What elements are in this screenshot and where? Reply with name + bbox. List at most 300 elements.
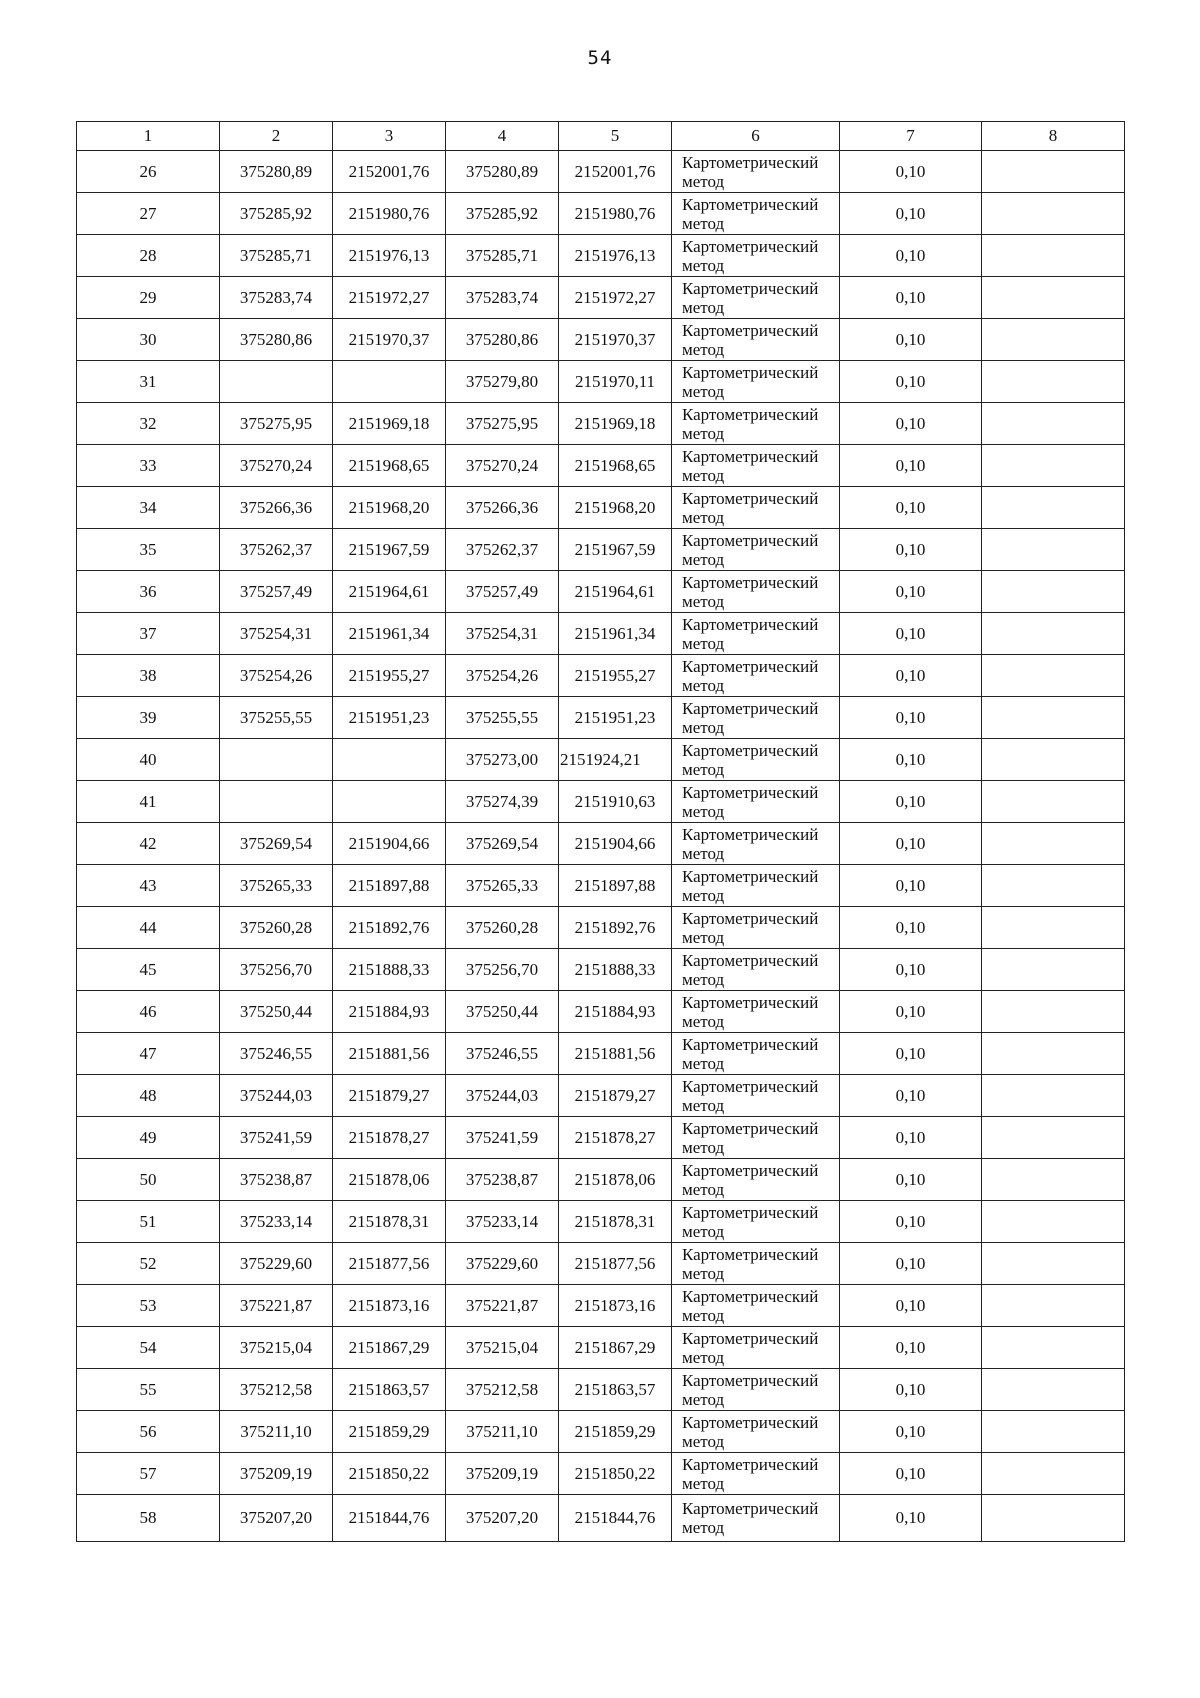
note-cell [982, 319, 1125, 361]
note-cell [982, 697, 1125, 739]
point-number-cell: 48 [77, 1075, 220, 1117]
table-row [77, 1033, 1125, 1075]
point-number-cell: 30 [77, 319, 220, 361]
x-new-cell: 375221,87 [446, 1285, 559, 1327]
x-new-cell: 375256,70 [446, 949, 559, 991]
column-header: 5 [559, 122, 672, 151]
note-cell [982, 193, 1125, 235]
y-new-cell: 2151955,27 [559, 655, 672, 697]
y-old-cell: 2151969,18 [333, 403, 446, 445]
y-new-cell: 2151980,76 [559, 193, 672, 235]
x-old-cell: 375256,70 [220, 949, 333, 991]
note-cell [982, 277, 1125, 319]
accuracy-cell: 0,10 [840, 1075, 982, 1117]
note-cell [982, 1411, 1125, 1453]
table-row [77, 1201, 1125, 1243]
x-new-cell: 375246,55 [446, 1033, 559, 1075]
accuracy-cell: 0,10 [840, 1495, 982, 1542]
note-cell [982, 1495, 1125, 1542]
y-old-cell: 2151892,76 [333, 907, 446, 949]
x-old-cell: 375233,14 [220, 1201, 333, 1243]
table-row [77, 823, 1125, 865]
method-cell: Картометрический метод [672, 277, 840, 319]
column-header: 1 [77, 122, 220, 151]
y-old-cell [333, 781, 446, 823]
point-number-cell: 57 [77, 1453, 220, 1495]
method-cell: Картометрический метод [672, 865, 840, 907]
method-cell: Картометрический метод [672, 1411, 840, 1453]
x-old-cell: 375269,54 [220, 823, 333, 865]
point-number-cell: 55 [77, 1369, 220, 1411]
table-row [77, 1285, 1125, 1327]
column-header: 4 [446, 122, 559, 151]
y-old-cell: 2151888,33 [333, 949, 446, 991]
accuracy-cell: 0,10 [840, 571, 982, 613]
note-cell [982, 529, 1125, 571]
point-number-cell: 38 [77, 655, 220, 697]
x-new-cell: 375211,10 [446, 1411, 559, 1453]
note-cell [982, 739, 1125, 781]
x-new-cell: 375209,19 [446, 1453, 559, 1495]
point-number-cell: 51 [77, 1201, 220, 1243]
note-cell [982, 907, 1125, 949]
note-cell [982, 1453, 1125, 1495]
table-row [77, 1327, 1125, 1369]
table-row [77, 739, 1125, 781]
y-new-cell: 2151878,27 [559, 1117, 672, 1159]
accuracy-cell: 0,10 [840, 697, 982, 739]
point-number-cell: 42 [77, 823, 220, 865]
x-old-cell: 375207,20 [220, 1495, 333, 1542]
method-cell: Картометрический метод [672, 1243, 840, 1285]
y-old-cell: 2151967,59 [333, 529, 446, 571]
y-old-cell: 2151961,34 [333, 613, 446, 655]
y-new-cell: 2151850,22 [559, 1453, 672, 1495]
point-number-cell: 49 [77, 1117, 220, 1159]
accuracy-cell: 0,10 [840, 1033, 982, 1075]
accuracy-cell: 0,10 [840, 193, 982, 235]
point-number-cell: 31 [77, 361, 220, 403]
x-new-cell: 375274,39 [446, 781, 559, 823]
method-cell: Картометрический метод [672, 1285, 840, 1327]
y-new-cell: 2151904,66 [559, 823, 672, 865]
x-new-cell: 375255,55 [446, 697, 559, 739]
accuracy-cell: 0,10 [840, 319, 982, 361]
accuracy-cell: 0,10 [840, 949, 982, 991]
y-new-cell: 2151924,21 [559, 739, 672, 781]
accuracy-cell: 0,10 [840, 655, 982, 697]
note-cell [982, 1201, 1125, 1243]
point-number-cell: 58 [77, 1495, 220, 1542]
x-old-cell: 375255,55 [220, 697, 333, 739]
point-number-cell: 41 [77, 781, 220, 823]
x-old-cell: 375266,36 [220, 487, 333, 529]
method-cell: Картометрический метод [672, 1327, 840, 1369]
x-old-cell: 375254,31 [220, 613, 333, 655]
method-cell: Картометрический метод [672, 235, 840, 277]
table-row [77, 235, 1125, 277]
y-new-cell: 2151970,11 [559, 361, 672, 403]
column-header: 8 [982, 122, 1125, 151]
table-header-row [77, 122, 1125, 151]
x-old-cell: 375238,87 [220, 1159, 333, 1201]
note-cell [982, 1285, 1125, 1327]
table-body [77, 122, 1125, 1542]
x-new-cell: 375275,95 [446, 403, 559, 445]
point-number-cell: 47 [77, 1033, 220, 1075]
table-row [77, 1495, 1125, 1542]
column-header: 6 [672, 122, 840, 151]
y-old-cell: 2152001,76 [333, 151, 446, 193]
x-new-cell: 375266,36 [446, 487, 559, 529]
accuracy-cell: 0,10 [840, 781, 982, 823]
method-cell: Картометрический метод [672, 1159, 840, 1201]
y-old-cell: 2151968,20 [333, 487, 446, 529]
accuracy-cell: 0,10 [840, 991, 982, 1033]
accuracy-cell: 0,10 [840, 361, 982, 403]
x-new-cell: 375260,28 [446, 907, 559, 949]
y-old-cell: 2151877,56 [333, 1243, 446, 1285]
x-new-cell: 375254,26 [446, 655, 559, 697]
y-new-cell: 2151968,20 [559, 487, 672, 529]
accuracy-cell: 0,10 [840, 1201, 982, 1243]
x-new-cell: 375280,89 [446, 151, 559, 193]
x-new-cell: 375250,44 [446, 991, 559, 1033]
x-old-cell: 375211,10 [220, 1411, 333, 1453]
y-new-cell: 2151967,59 [559, 529, 672, 571]
method-cell: Картометрический метод [672, 991, 840, 1033]
table-row [77, 277, 1125, 319]
x-old-cell: 375229,60 [220, 1243, 333, 1285]
accuracy-cell: 0,10 [840, 1243, 982, 1285]
method-cell: Картометрический метод [672, 697, 840, 739]
y-new-cell: 2151867,29 [559, 1327, 672, 1369]
method-cell: Картометрический метод [672, 193, 840, 235]
y-new-cell: 2151964,61 [559, 571, 672, 613]
method-cell: Картометрический метод [672, 655, 840, 697]
point-number-cell: 53 [77, 1285, 220, 1327]
y-old-cell: 2151878,06 [333, 1159, 446, 1201]
x-old-cell: 375283,74 [220, 277, 333, 319]
y-old-cell: 2151881,56 [333, 1033, 446, 1075]
table-row [77, 1117, 1125, 1159]
method-cell: Картометрический метод [672, 361, 840, 403]
note-cell [982, 487, 1125, 529]
y-old-cell [333, 361, 446, 403]
x-old-cell: 375285,71 [220, 235, 333, 277]
point-number-cell: 33 [77, 445, 220, 487]
y-new-cell: 2151884,93 [559, 991, 672, 1033]
y-new-cell: 2151970,37 [559, 319, 672, 361]
x-new-cell: 375285,71 [446, 235, 559, 277]
table-row [77, 487, 1125, 529]
accuracy-cell: 0,10 [840, 1159, 982, 1201]
accuracy-cell: 0,10 [840, 1327, 982, 1369]
y-old-cell: 2151955,27 [333, 655, 446, 697]
y-old-cell: 2151844,76 [333, 1495, 446, 1542]
note-cell [982, 403, 1125, 445]
method-cell: Картометрический метод [672, 445, 840, 487]
y-new-cell: 2151961,34 [559, 613, 672, 655]
y-old-cell: 2151863,57 [333, 1369, 446, 1411]
x-old-cell: 375215,04 [220, 1327, 333, 1369]
x-old-cell: 375260,28 [220, 907, 333, 949]
method-cell: Картометрический метод [672, 1453, 840, 1495]
point-number-cell: 27 [77, 193, 220, 235]
y-new-cell: 2151972,27 [559, 277, 672, 319]
x-old-cell: 375280,89 [220, 151, 333, 193]
accuracy-cell: 0,10 [840, 613, 982, 655]
method-cell: Картометрический метод [672, 781, 840, 823]
y-new-cell: 2151878,31 [559, 1201, 672, 1243]
point-number-cell: 35 [77, 529, 220, 571]
table-row [77, 655, 1125, 697]
x-old-cell: 375221,87 [220, 1285, 333, 1327]
note-cell [982, 1159, 1125, 1201]
method-cell: Картометрический метод [672, 529, 840, 571]
x-old-cell: 375270,24 [220, 445, 333, 487]
method-cell: Картометрический метод [672, 151, 840, 193]
y-old-cell: 2151878,27 [333, 1117, 446, 1159]
x-new-cell: 375283,74 [446, 277, 559, 319]
note-cell [982, 445, 1125, 487]
accuracy-cell: 0,10 [840, 487, 982, 529]
method-cell: Картометрический метод [672, 739, 840, 781]
method-cell: Картометрический метод [672, 1201, 840, 1243]
y-new-cell: 2151910,63 [559, 781, 672, 823]
method-cell: Картометрический метод [672, 949, 840, 991]
table-row [77, 151, 1125, 193]
table-row [77, 529, 1125, 571]
table-row [77, 781, 1125, 823]
accuracy-cell: 0,10 [840, 907, 982, 949]
method-cell: Картометрический метод [672, 1117, 840, 1159]
note-cell [982, 151, 1125, 193]
accuracy-cell: 0,10 [840, 865, 982, 907]
table-row [77, 907, 1125, 949]
y-old-cell: 2151904,66 [333, 823, 446, 865]
y-old-cell: 2151850,22 [333, 1453, 446, 1495]
y-old-cell: 2151970,37 [333, 319, 446, 361]
y-new-cell: 2151878,06 [559, 1159, 672, 1201]
y-new-cell: 2151877,56 [559, 1243, 672, 1285]
y-new-cell: 2151863,57 [559, 1369, 672, 1411]
note-cell [982, 571, 1125, 613]
note-cell [982, 235, 1125, 277]
y-new-cell: 2151892,76 [559, 907, 672, 949]
y-new-cell: 2151969,18 [559, 403, 672, 445]
x-new-cell: 375280,86 [446, 319, 559, 361]
x-new-cell: 375270,24 [446, 445, 559, 487]
x-new-cell: 375241,59 [446, 1117, 559, 1159]
y-old-cell: 2151879,27 [333, 1075, 446, 1117]
point-number-cell: 29 [77, 277, 220, 319]
method-cell: Картометрический метод [672, 1033, 840, 1075]
y-old-cell: 2151878,31 [333, 1201, 446, 1243]
point-number-cell: 39 [77, 697, 220, 739]
table-row [77, 1075, 1125, 1117]
y-new-cell: 2151888,33 [559, 949, 672, 991]
point-number-cell: 44 [77, 907, 220, 949]
x-new-cell: 375229,60 [446, 1243, 559, 1285]
note-cell [982, 1369, 1125, 1411]
note-cell [982, 949, 1125, 991]
table-row [77, 991, 1125, 1033]
x-old-cell: 375250,44 [220, 991, 333, 1033]
y-new-cell: 2151873,16 [559, 1285, 672, 1327]
method-cell: Картометрический метод [672, 823, 840, 865]
note-cell [982, 991, 1125, 1033]
y-old-cell: 2151873,16 [333, 1285, 446, 1327]
note-cell [982, 1033, 1125, 1075]
accuracy-cell: 0,10 [840, 1411, 982, 1453]
x-new-cell: 375269,54 [446, 823, 559, 865]
table-row [77, 193, 1125, 235]
x-new-cell: 375254,31 [446, 613, 559, 655]
accuracy-cell: 0,10 [840, 1285, 982, 1327]
x-old-cell: 375244,03 [220, 1075, 333, 1117]
y-new-cell: 2151968,65 [559, 445, 672, 487]
y-old-cell: 2151867,29 [333, 1327, 446, 1369]
method-cell: Картометрический метод [672, 319, 840, 361]
method-cell: Картометрический метод [672, 1495, 840, 1542]
x-old-cell: 375262,37 [220, 529, 333, 571]
x-old-cell: 375257,49 [220, 571, 333, 613]
y-old-cell: 2151897,88 [333, 865, 446, 907]
x-new-cell: 375265,33 [446, 865, 559, 907]
accuracy-cell: 0,10 [840, 1117, 982, 1159]
x-new-cell: 375207,20 [446, 1495, 559, 1542]
x-new-cell: 375233,14 [446, 1201, 559, 1243]
table-row [77, 697, 1125, 739]
method-cell: Картометрический метод [672, 1075, 840, 1117]
method-cell: Картометрический метод [672, 487, 840, 529]
point-number-cell: 36 [77, 571, 220, 613]
note-cell [982, 1243, 1125, 1285]
point-number-cell: 34 [77, 487, 220, 529]
note-cell [982, 613, 1125, 655]
column-header: 2 [220, 122, 333, 151]
table-row [77, 445, 1125, 487]
note-cell [982, 1327, 1125, 1369]
point-number-cell: 54 [77, 1327, 220, 1369]
y-new-cell: 2151976,13 [559, 235, 672, 277]
y-new-cell: 2151897,88 [559, 865, 672, 907]
y-new-cell: 2151881,56 [559, 1033, 672, 1075]
method-cell: Картометрический метод [672, 1369, 840, 1411]
y-old-cell: 2151951,23 [333, 697, 446, 739]
note-cell [982, 1117, 1125, 1159]
table-row [77, 949, 1125, 991]
method-cell: Картометрический метод [672, 403, 840, 445]
x-old-cell: 375246,55 [220, 1033, 333, 1075]
x-old-cell: 375265,33 [220, 865, 333, 907]
coordinates-table [76, 121, 1125, 1542]
note-cell [982, 865, 1125, 907]
x-old-cell [220, 781, 333, 823]
point-number-cell: 32 [77, 403, 220, 445]
accuracy-cell: 0,10 [840, 529, 982, 571]
y-new-cell: 2151951,23 [559, 697, 672, 739]
x-new-cell: 375238,87 [446, 1159, 559, 1201]
point-number-cell: 46 [77, 991, 220, 1033]
y-new-cell: 2152001,76 [559, 151, 672, 193]
accuracy-cell: 0,10 [840, 1453, 982, 1495]
x-new-cell: 375279,80 [446, 361, 559, 403]
x-old-cell: 375280,86 [220, 319, 333, 361]
note-cell [982, 655, 1125, 697]
accuracy-cell: 0,10 [840, 235, 982, 277]
point-number-cell: 28 [77, 235, 220, 277]
method-cell: Картометрический метод [672, 907, 840, 949]
accuracy-cell: 0,10 [840, 823, 982, 865]
x-old-cell: 375285,92 [220, 193, 333, 235]
x-new-cell: 375262,37 [446, 529, 559, 571]
point-number-cell: 37 [77, 613, 220, 655]
point-number-cell: 56 [77, 1411, 220, 1453]
table-row [77, 865, 1125, 907]
y-old-cell: 2151968,65 [333, 445, 446, 487]
x-old-cell: 375254,26 [220, 655, 333, 697]
y-old-cell [333, 739, 446, 781]
x-new-cell: 375244,03 [446, 1075, 559, 1117]
x-old-cell [220, 739, 333, 781]
accuracy-cell: 0,10 [840, 739, 982, 781]
point-number-cell: 26 [77, 151, 220, 193]
x-old-cell: 375241,59 [220, 1117, 333, 1159]
page-number: 54 [587, 47, 613, 69]
x-old-cell: 375209,19 [220, 1453, 333, 1495]
x-old-cell: 375212,58 [220, 1369, 333, 1411]
method-cell: Картометрический метод [672, 613, 840, 655]
x-new-cell: 375257,49 [446, 571, 559, 613]
accuracy-cell: 0,10 [840, 403, 982, 445]
y-new-cell: 2151879,27 [559, 1075, 672, 1117]
table-row [77, 403, 1125, 445]
table-row [77, 361, 1125, 403]
y-old-cell: 2151859,29 [333, 1411, 446, 1453]
y-new-cell: 2151844,76 [559, 1495, 672, 1542]
y-old-cell: 2151964,61 [333, 571, 446, 613]
y-old-cell: 2151884,93 [333, 991, 446, 1033]
y-old-cell: 2151980,76 [333, 193, 446, 235]
note-cell [982, 361, 1125, 403]
table-row [77, 1159, 1125, 1201]
point-number-cell: 52 [77, 1243, 220, 1285]
point-number-cell: 50 [77, 1159, 220, 1201]
x-new-cell: 375212,58 [446, 1369, 559, 1411]
x-new-cell: 375215,04 [446, 1327, 559, 1369]
accuracy-cell: 0,10 [840, 277, 982, 319]
x-new-cell: 375273,00 [446, 739, 559, 781]
point-number-cell: 40 [77, 739, 220, 781]
note-cell [982, 823, 1125, 865]
method-cell: Картометрический метод [672, 571, 840, 613]
x-old-cell: 375275,95 [220, 403, 333, 445]
table-row [77, 1453, 1125, 1495]
point-number-cell: 43 [77, 865, 220, 907]
accuracy-cell: 0,10 [840, 1369, 982, 1411]
y-new-cell: 2151859,29 [559, 1411, 672, 1453]
y-old-cell: 2151976,13 [333, 235, 446, 277]
y-old-cell: 2151972,27 [333, 277, 446, 319]
note-cell [982, 781, 1125, 823]
table-row [77, 613, 1125, 655]
note-cell [982, 1075, 1125, 1117]
table-row [77, 1243, 1125, 1285]
accuracy-cell: 0,10 [840, 151, 982, 193]
column-header: 3 [333, 122, 446, 151]
